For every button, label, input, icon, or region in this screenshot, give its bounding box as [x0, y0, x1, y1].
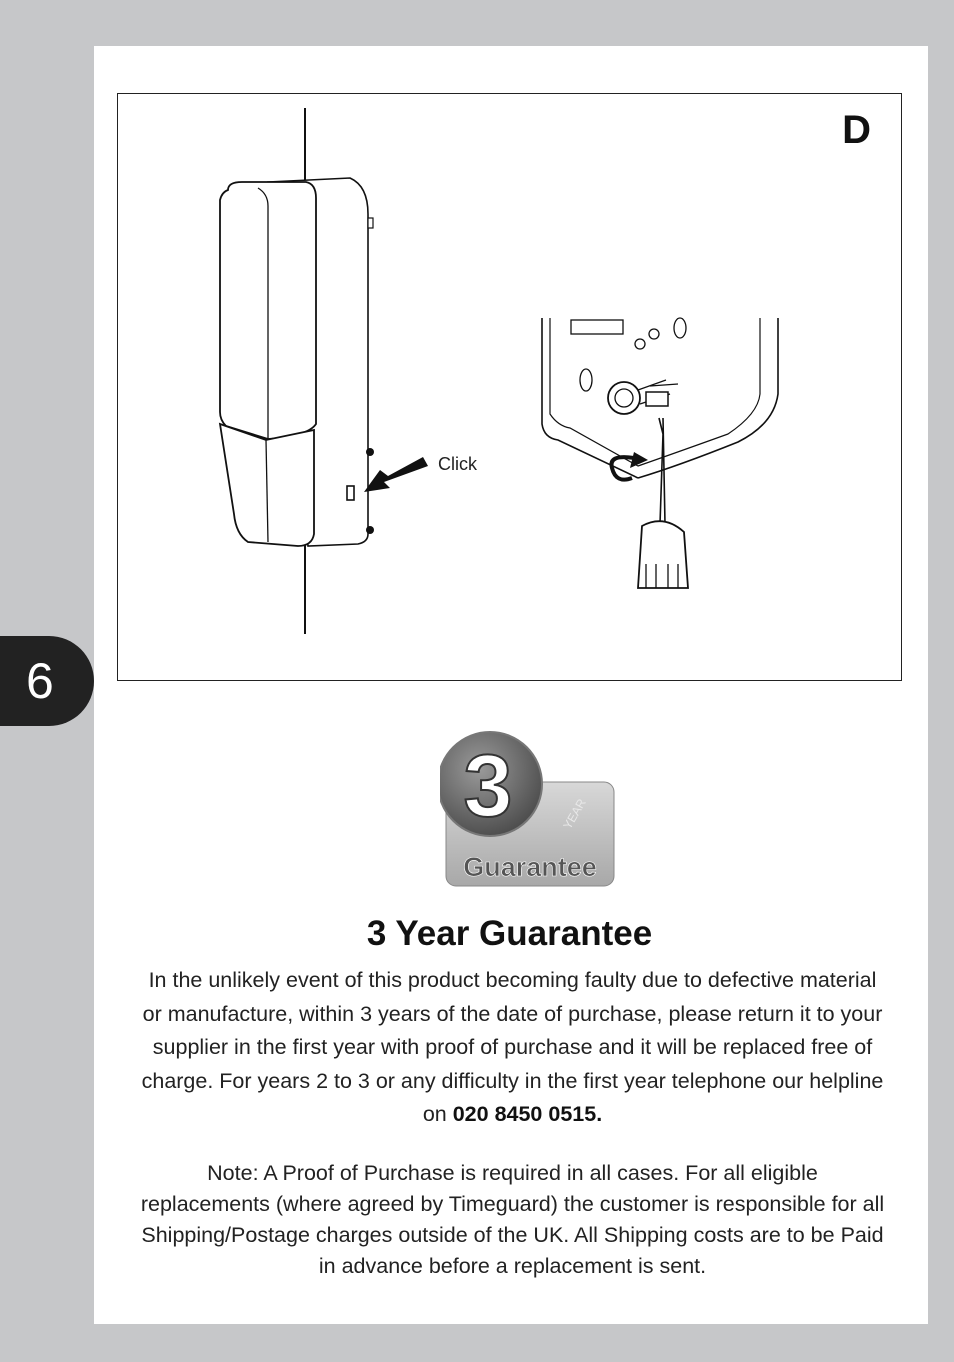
guarantee-paragraph [140, 964, 885, 1132]
guarantee-note: Note: A Proof of Purchase is required in all cases. For all eligible replacements (where agreed by Timeguard) the customer is responsible for all Shipping/Postage charges outside of the UK. All Shipping costs are to be Paid in advance before a replacement is sent. [140, 1161, 885, 1278]
badge-label: Guarantee [463, 852, 597, 882]
badge-small-text: YEAR [560, 796, 589, 832]
guarantee-badge-graphic [440, 726, 620, 892]
click-label: Click [438, 454, 477, 474]
page-number: 6 [26, 653, 54, 709]
rotation-arrow-icon [611, 457, 634, 480]
click-arrow-icon [364, 457, 428, 492]
installation-illustration [118, 94, 903, 682]
helpline-number: 020 8450 0515. [452, 1102, 603, 1126]
3-year-guarantee-badge [440, 726, 620, 892]
latch-tab [347, 486, 354, 500]
page-number-tab [0, 636, 94, 726]
guarantee-title: 3 Year Guarantee [366, 914, 653, 953]
bracket-screwdriver-detail [542, 318, 778, 588]
guarantee-body: In the unlikely event of this product becoming faulty due to defective material or manufacture, within 3 years of the date of purchase, please return it to your supplier in the first year with proof of purchase and it will be replaced free of charge. For years 2 to 3 or any difficulty in the first year telephone our helpline on [141, 968, 884, 1126]
figure-letter: D [842, 108, 871, 152]
installation-figure-d [117, 93, 902, 681]
badge-number: 3 [463, 736, 513, 835]
